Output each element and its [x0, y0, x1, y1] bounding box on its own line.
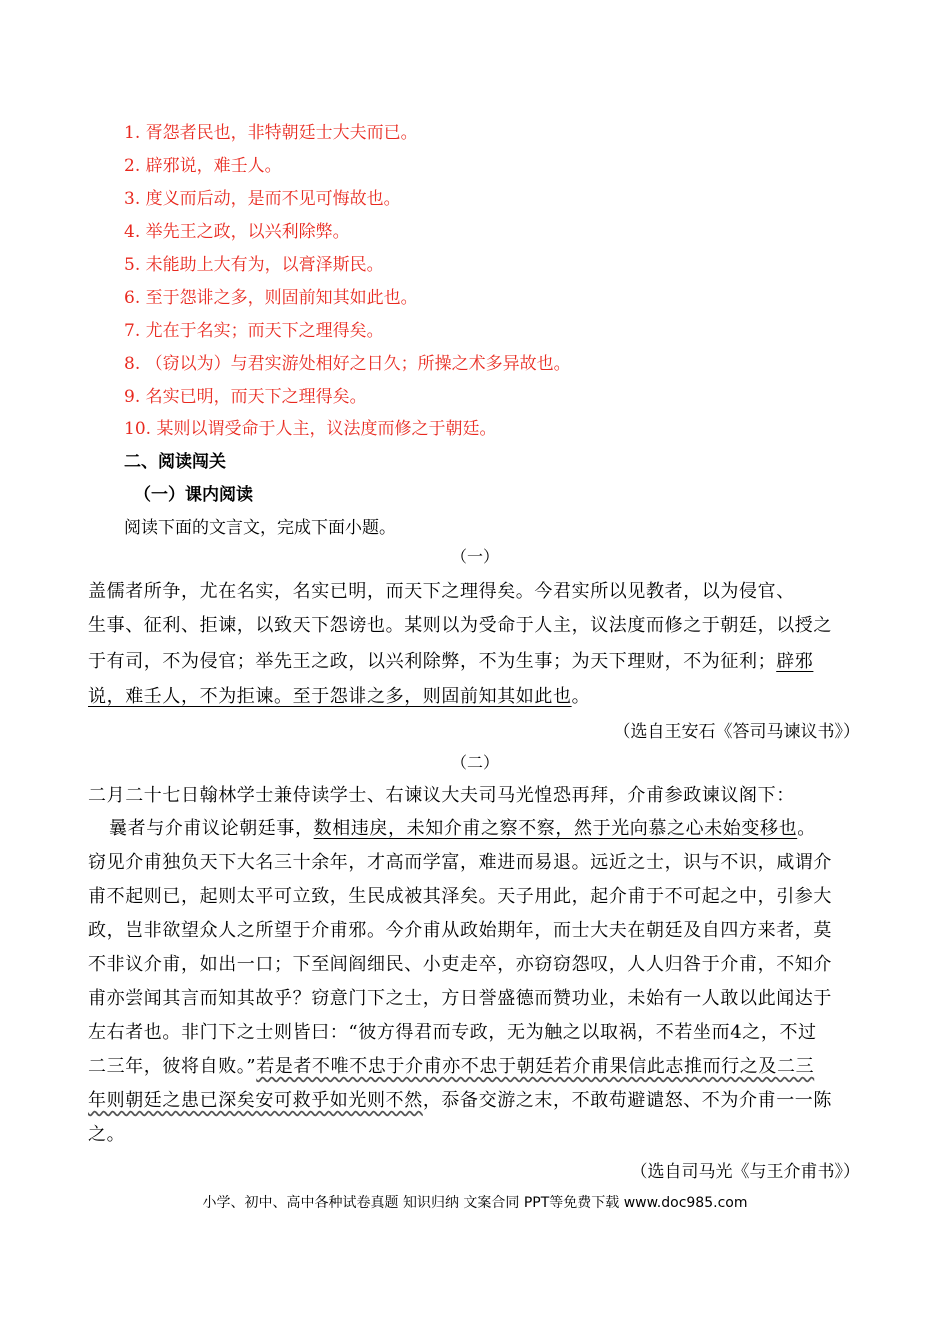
answer-item: 4. 举先王之政，以兴利除弊。: [124, 222, 350, 242]
passage-line: 说，难壬人，不为拒谏。至于怨诽之多，则固前知其如此也。: [88, 686, 591, 707]
passage-line: 左右者也。非门下之士则皆曰：“彼方得君而专政，无为触之以取祸，不若坐而4之，不过: [88, 1022, 817, 1043]
answer-item: 10. 某则以谓受命于人主，议法度而修之于朝廷。: [124, 419, 497, 439]
page-footer: 小学、初中、高中各种试卷真题 知识归纳 文案合同 PPT等免费下载 www.doc985.com: [202, 1195, 748, 1211]
passage-line: 不非议介甫，如出一口；下至闾阎细民、小吏走卒，亦窃窃怨叹，人人归咎于介甫，不知介: [88, 954, 832, 975]
passage-line: 甫亦尝闻其言而知其故乎？窃意门下之士，方日誉盛德而赞功业，未始有一人敢以此闻达于: [88, 988, 832, 1009]
passage2-label: （二）: [450, 753, 499, 772]
subsection-title: （一）课内阅读: [134, 485, 253, 505]
answer-item: 5. 未能助上大有为，以膏泽斯民。: [124, 255, 384, 275]
passage-line: 盖儒者所争，尤在名实，名实已明，而天下之理得矣。今君实所以见教者，以为侵官、: [88, 581, 795, 602]
section-title: 二、阅读闯关: [124, 452, 226, 472]
passage-line: 之。: [88, 1124, 126, 1145]
passage1-source: （选自王安石《答司马谏议书》）: [613, 722, 860, 742]
instruction-text: 阅读下面的文言文，完成下面小题。: [124, 518, 396, 538]
wavy-underlined-phrase: 若是者不唯不忠于介甫亦不忠于朝廷若介甫果信此志推而行之及二三: [256, 1056, 815, 1077]
passage-line: 年则朝廷之患已深矣安可救乎如光则不然，忝备交游之末，不敢苟避谴怒、不为介甫一一陈: [88, 1090, 833, 1111]
underlined-phrase: 说，难壬人，不为拒谏。至于怨诽之多，则固前知其如此也: [88, 686, 572, 707]
answer-item: 3. 度义而后动，是而不见可悔故也。: [124, 189, 401, 209]
passage-line: 曩者与介甫议论朝廷事，数相违戾，未知介甫之察不察，然于光向慕之心未始变移也。: [109, 818, 816, 839]
answer-item: 9. 名实已明，而天下之理得矣。: [124, 387, 367, 407]
passage-line: 窃见介甫独负天下大名三十余年，才高而学富，难进而易退。远近之士，识与不识，咸谓介: [88, 852, 832, 873]
passage-line: 于有司，不为侵官；举先王之政，以兴利除弊，不为生事；为天下理财，不为征利；辟邪: [88, 651, 814, 672]
passage-line: 政，岂非欲望众人之所望于介甫邪。今介甫从政始期年，而士大夫在朝廷及自四方来者，莫: [88, 920, 832, 941]
answer-item: 2. 辟邪说，难壬人。: [124, 156, 282, 176]
passage-line: 二三年，彼将自败。”若是者不唯不忠于介甫亦不忠于朝廷若介甫果信此志推而行之及二三: [88, 1056, 815, 1077]
underlined-phrase: 辟邪: [776, 651, 814, 672]
passage-line: 甫不起则已，起则太平可立致，生民成被其泽矣。天子用此，起介甫于不可起之中，引参大: [88, 886, 832, 907]
passage1-label: （一）: [450, 547, 499, 566]
underlined-phrase: 数相违戾，未知介甫之察不察，然于光向慕之心未始变移也: [313, 818, 798, 839]
answer-item: 1. 胥怨者民也，非特朝廷士大夫而已。: [124, 123, 418, 143]
wavy-underlined-phrase: 年则朝廷之患已深矣安可救乎如光则不然: [88, 1090, 423, 1111]
passage-line: 二月二十七日翰林学士兼侍读学士、右谏议大夫司马光惶恐再拜，介甫参政谏议阁下：: [88, 785, 795, 806]
answer-item: 8. （窃以为）与君实游处相好之日久；所操之术多异故也。: [124, 354, 571, 374]
answer-item: 6. 至于怨诽之多，则固前知其如此也。: [124, 288, 418, 308]
answer-item: 7. 尤在于名实；而天下之理得矣。: [124, 321, 384, 341]
passage2-source: （选自司马光《与王介甫书》）: [630, 1162, 860, 1182]
passage-line: 生事、征利、拒谏，以致天下怨谤也。某则以为受命于人主，议法度而修之于朝廷，以授之: [88, 615, 832, 636]
